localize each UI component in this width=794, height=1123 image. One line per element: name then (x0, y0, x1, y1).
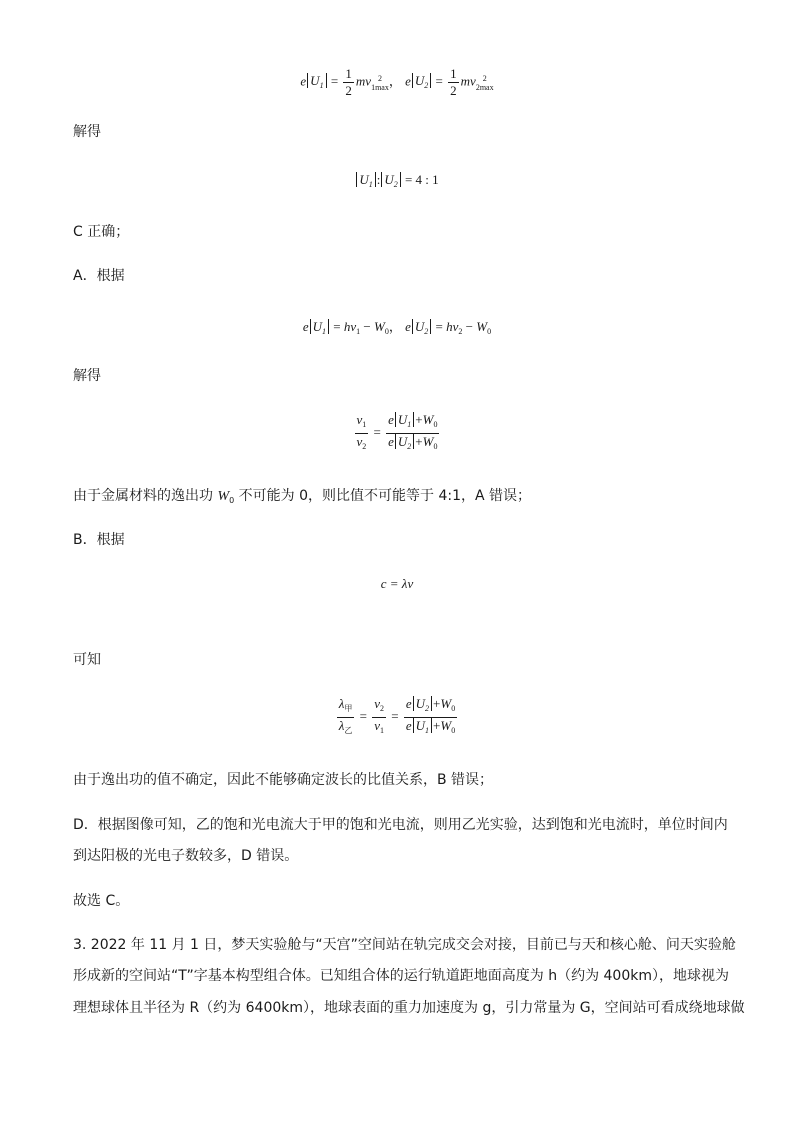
question-3-line2: 形成新的空间站“T”字基本构型组合体。已知组合体的运行轨道距地面高度为 h（约为 400km），地球视为 (73, 968, 729, 984)
equation-stopping-voltage-kinetic: e $U_1$ = $\frac{1}{2}$ mv 2 1max ， e $U_2$ = $\frac{1}{2}$ mv 2 2max (300, 66, 494, 98)
text-kezhi: 可知 (73, 652, 101, 668)
text-a-wrong: 由于金属材料的逸出功 $W_0$ 不可能为 0，则比值不可能等于 4:1，A 错误； (73, 488, 532, 505)
text-jiede-1: 解得 (73, 124, 101, 140)
equation-wavelength-ratio: $\frac{\lambda_甲}{\lambda_乙}$ = $\frac{\nu_2}{\nu_1}$ = $\frac{e U_2 +W_0}{e U_1 +W_0}$ (338, 696, 456, 735)
abs-U1: $U_1$ (307, 73, 326, 88)
text-jiede-2: 解得 (73, 368, 101, 384)
text-d-line2: 到达阳极的光电子数较多，D 错误。 (73, 848, 299, 864)
question-3-line1: 3. 2022 年 11 月 1 日，梦天实验舱与“天宫”空间站在轨完成交会对接，目前已与天和核心舱、问天实验舱 (73, 937, 736, 953)
text-d-line1: D．根据图像可知，乙的饱和光电流大于甲的饱和光电流，则用乙光实验，达到饱和光电流时，单位时间内 (73, 817, 728, 833)
equation-voltage-ratio: $U_1$ : $U_2 = 4$ : 1 (0, 172, 794, 189)
equation-frequency-ratio: $\frac{\nu_1}{\nu_2}$ = $\frac{e U_1 +W_0}{e U_2 +W_0}$ (356, 412, 438, 451)
question-3-line3: 理想球体且半径为 R（约为 6400km），地球表面的重力加速度为 g，引力常量为 G，空间站可看成绕地球做 (73, 1000, 745, 1016)
text-b-wrong: 由于逸出功的值不确定，因此不能够确定波长的比值关系，B 错误； (73, 772, 494, 788)
equation-photoelectric: e $U_1 = h\nu_1 - W_0$， e $U_2 = h\nu_2 - W_0$ (302, 319, 492, 336)
text-c-correct: C 正确； (73, 224, 130, 240)
text-a-genju: A．根据 (73, 268, 125, 284)
text-gu: 故选 C。 (73, 893, 130, 909)
abs-U2: $U_2$ (412, 73, 431, 88)
equation-wave: c = λν (380, 576, 414, 591)
text-b-genju: B．根据 (73, 532, 125, 548)
